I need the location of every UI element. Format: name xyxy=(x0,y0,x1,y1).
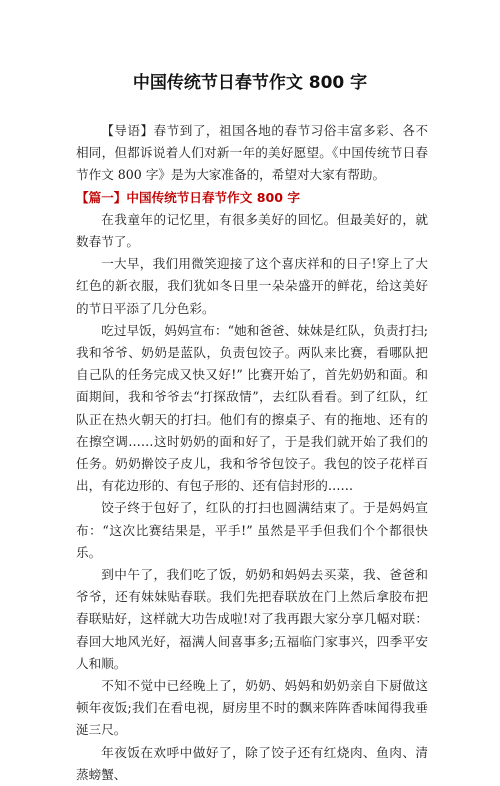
body-paragraph: 一大早，我们用微笑迎接了这个喜庆祥和的日子!穿上了大红色的新衣服，我们犹如冬日里一朵朵盛开的鲜花，给这美好的节日平添了几分色彩。 xyxy=(76,256,428,316)
document-body xyxy=(76,120,428,786)
body-paragraph: 年夜饭在欢呼中做好了，除了饺子还有红烧肉、鱼肉、清蒸螃蟹、 xyxy=(76,744,428,782)
body-paragraph: 不知不觉中已经晚上了，奶奶、妈妈和奶奶亲自下厨做这顿年夜饭;我们在看电视，厨房里不时的飘来阵阵香味闻得我垂涎三尺。 xyxy=(76,678,428,738)
document-title: 中国传统节日春节作文 800 字 xyxy=(132,73,368,93)
body-paragraph: 饺子终于包好了，红队的打扫也圆满结束了。于是妈妈宣布：“这次比赛结果是，平手!” 虽然是平手但我们个个都很快乐。 xyxy=(76,500,428,560)
body-paragraph: 在我童年的记忆里，有很多美好的回忆。但最美好的，就数春节了。 xyxy=(76,211,428,250)
body-paragraph: 吃过早饭，妈妈宣布：“她和爸爸、妹妹是红队，负责打扫;我和爷爷、奶奶是蓝队，负责包饺子。两队来比赛，看哪队把自己队的任务完成又快又好!” 比赛开始了，首先奶奶和面。和面期间，我和爷爷去“打探敌情”，去红队看看。到了红队，红队正在热火朝天的打扫。他们有的擦桌子、有的拖地、还有的在擦空调……这时奶奶的面和好了，于是我们就开始了我们的任务。奶奶擀饺子皮儿，我和爷爷包饺子。我包的饺子花样百出，有花边形的、有包子形的、还有信封形的…… xyxy=(76,322,428,494)
intro-paragraph: 【导语】春节到了，祖国各地的春节习俗丰富多彩、各不相同，但都诉说着人们对新一年的美好愿望。《中国传统节日春节作文 800 字》是为大家准备的，希望对大家有帮助。 xyxy=(76,123,428,183)
section-heading: 【篇一】中国传统节日春节作文 800 字 xyxy=(76,189,300,205)
body-paragraph: 到中午了，我们吃了饭，奶奶和妈妈去买菜，我、爸爸和爷爷，还有妹妹贴春联。我们先把春联放在门上然后拿胶布把春联贴好，这样就大功告成啦!对了我再跟大家分享几幅对联：春回大地风光好，福满人间喜事多;五福临门家事兴，四季平安人和顺。 xyxy=(76,567,428,671)
